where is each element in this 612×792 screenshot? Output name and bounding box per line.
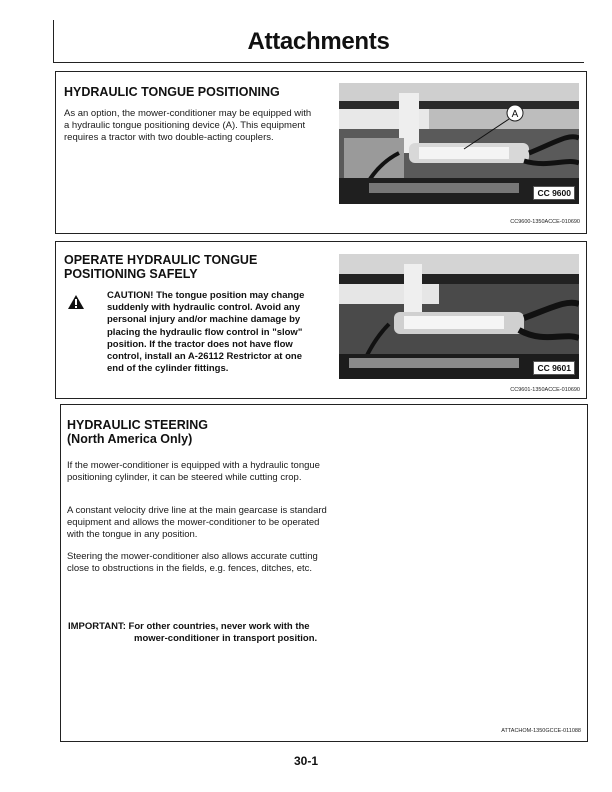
reference-code: ATTACHOM-1350GCCE-011088 — [501, 728, 581, 734]
section-heading: HYDRAULIC TONGUE POSITIONING — [64, 85, 280, 99]
section-hydraulic-steering — [60, 404, 588, 742]
caution-text: CAUTION! The tongue position may change suddenly with hydraulic control. Avoid any personal injury and/or machine damage by placing the hydraulic flow control in "slow" position. If the tractor does not have flow control, install an A-26112 Restrictor at one end of the cylinder fittings. — [107, 290, 305, 375]
hose-fittings-photo — [339, 254, 579, 379]
heading-line-1: HYDRAULIC STEERING — [67, 418, 208, 432]
important-text-2: mower-conditioner in transport position. — [134, 633, 318, 645]
important-text-1: For other countries, never work with the — [128, 621, 310, 632]
photo-code: CC 9600 — [533, 186, 575, 200]
paragraph-3: Steering the mower-conditioner also allows accurate cutting close to obstructions in the fields, e.g. fences, ditches, etc. — [67, 551, 318, 574]
tongue-cylinder-photo — [339, 83, 579, 204]
important-line-1 — [68, 621, 348, 633]
heading-line-2: POSITIONING SAFELY — [64, 267, 198, 281]
title-bottom-rule — [53, 62, 584, 63]
important-note — [68, 621, 348, 645]
heading-line-1: OPERATE HYDRAULIC TONGUE — [64, 253, 258, 267]
section-hydraulic-tongue-positioning — [55, 71, 587, 234]
section-heading — [64, 253, 257, 281]
paragraph-2: A constant velocity drive line at the main gearcase is standard equipment and allows the mower-conditioner to be operated with the tongue in any position. — [67, 505, 327, 540]
important-label: IMPORTANT: — [68, 621, 126, 632]
heading-line-2: (North America Only) — [67, 432, 193, 446]
page-title: Attachments — [247, 28, 390, 55]
page-number: 30-1 — [293, 754, 319, 768]
section-heading — [67, 418, 208, 446]
section-operate-safely — [55, 241, 587, 399]
section-body: As an option, the mower-conditioner may be equipped with a hydraulic tongue positioning device (A). This equipment requires a tractor with two double-acting couplers. — [64, 108, 312, 143]
warning-triangle-icon — [67, 294, 85, 310]
reference-code: CC9600-1350ACCE-010690 — [510, 219, 580, 225]
reference-code: CC9601-1350ACCE-010690 — [510, 387, 580, 393]
callout-label-a: A — [511, 109, 519, 120]
paragraph-1: If the mower-conditioner is equipped with a hydraulic tongue positioning cylinder, it can be steered while cutting crop. — [67, 460, 320, 483]
photo-code: CC 9601 — [533, 361, 575, 375]
